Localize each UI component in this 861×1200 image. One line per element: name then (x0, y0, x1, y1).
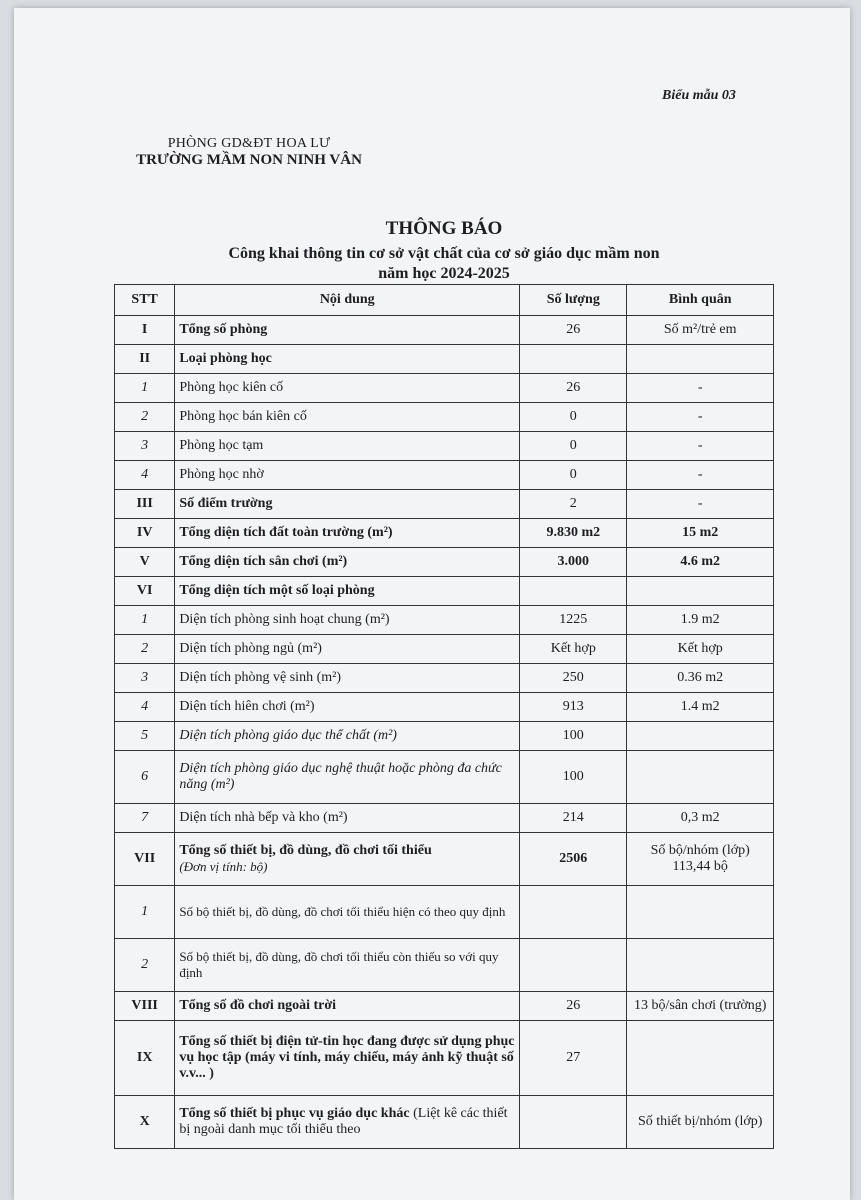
row-content-note: (Đơn vị tính: bộ) (179, 859, 268, 874)
row-content: Phòng học nhờ (175, 461, 520, 490)
row-content: Tổng diện tích sân chơi (m²) (175, 548, 520, 577)
row-quantity: 913 (520, 693, 627, 722)
table-row (115, 461, 774, 490)
row-average: - (627, 461, 774, 490)
row-stt: 2 (115, 635, 175, 664)
row-content: Phòng học tạm (175, 432, 520, 461)
row-stt: 1 (115, 606, 175, 635)
title-block (164, 218, 724, 284)
row-average: 0.36 m2 (627, 664, 774, 693)
row-content: Diện tích phòng giáo dục nghệ thuật hoặc phòng đa chức năng (m²) (175, 751, 520, 804)
row-stt: 3 (115, 432, 175, 461)
row-stt: 3 (115, 664, 175, 693)
row-content: Tổng diện tích một số loại phòng (175, 577, 520, 606)
row-quantity: 0 (520, 461, 627, 490)
row-stt: VI (115, 577, 175, 606)
row-content: Tổng số đồ chơi ngoài trời (175, 992, 520, 1021)
row-stt: 2 (115, 403, 175, 432)
table-row (115, 432, 774, 461)
row-average: Số bộ/nhóm (lớp) (650, 843, 750, 858)
row-content: Loại phòng học (175, 345, 520, 374)
row-stt: 6 (115, 751, 175, 804)
table-row (115, 635, 774, 664)
row-quantity (520, 939, 627, 992)
row-quantity: 26 (520, 992, 627, 1021)
row-content: Tổng số thiết bị điện tử-tin học đang được sử dụng phục vụ học tập (máy vi tính, máy chiếu, máy ảnh kỹ thuật số v.v... ) (175, 1021, 520, 1096)
row-stt: III (115, 490, 175, 519)
row-quantity: 100 (520, 722, 627, 751)
table-row (115, 577, 774, 606)
row-stt: IX (115, 1021, 175, 1096)
row-content: Diện tích nhà bếp và kho (m²) (175, 804, 520, 833)
table-row (115, 693, 774, 722)
row-content: Diện tích phòng sinh hoạt chung (m²) (175, 606, 520, 635)
row-content: Diện tích phòng vệ sinh (m²) (175, 664, 520, 693)
row-average: 1.4 m2 (627, 693, 774, 722)
table-row (115, 606, 774, 635)
row-content: Số bộ thiết bị, đồ dùng, đồ chơi tối thiểu hiện có theo quy định (175, 886, 520, 939)
row-average: 15 m2 (627, 519, 774, 548)
row-average: Số thiết bị/nhóm (lớp) (627, 1096, 774, 1149)
row-stt: 1 (115, 886, 175, 939)
row-quantity: 2 (520, 490, 627, 519)
row-average (627, 939, 774, 992)
row-quantity: 26 (520, 316, 627, 345)
document-title: THÔNG BÁO (385, 218, 503, 239)
table-row (115, 403, 774, 432)
header-content: Nội dung (175, 285, 520, 316)
table-row (115, 1096, 774, 1149)
row-content: Tổng số phòng (175, 316, 520, 345)
row-average-value: 113,44 bộ (672, 859, 728, 874)
table-row (115, 886, 774, 939)
row-average: 0,3 m2 (627, 804, 774, 833)
row-quantity (520, 1096, 627, 1149)
table-header-row (115, 285, 774, 316)
row-quantity: 26 (520, 374, 627, 403)
header-average: Bình quân (627, 285, 774, 316)
table-row (115, 316, 774, 345)
row-stt: IV (115, 519, 175, 548)
row-content: Phòng học bán kiên cố (175, 403, 520, 432)
row-content: Diện tích phòng giáo dục thể chất (m²) (175, 722, 520, 751)
row-stt: 7 (115, 804, 175, 833)
organization-header (109, 136, 389, 169)
row-content: Tổng số thiết bị, đồ dùng, đồ chơi tối thiểu (179, 843, 432, 858)
row-content: Diện tích hiên chơi (m²) (175, 693, 520, 722)
row-quantity (520, 345, 627, 374)
row-quantity: 9.830 m2 (520, 519, 627, 548)
row-average: 13 bộ/sân chơi (trường) (627, 992, 774, 1021)
row-quantity: 214 (520, 804, 627, 833)
table-row (115, 374, 774, 403)
row-stt: V (115, 548, 175, 577)
row-average: - (627, 374, 774, 403)
department-name: PHÒNG GD&ĐT HOA LƯ (167, 136, 331, 151)
row-quantity: 0 (520, 432, 627, 461)
row-stt: VIII (115, 992, 175, 1021)
row-average: Số m²/trẻ em (627, 316, 774, 345)
table-row (115, 1021, 774, 1096)
row-stt: I (115, 316, 175, 345)
row-average: 1.9 m2 (627, 606, 774, 635)
table-row (115, 519, 774, 548)
row-content-cell (175, 1096, 520, 1149)
table-row (115, 833, 774, 886)
row-content: Diện tích phòng ngủ (m²) (175, 635, 520, 664)
table-row (115, 804, 774, 833)
row-quantity: 2506 (520, 833, 627, 886)
header-stt: STT (115, 285, 175, 316)
table-row (115, 345, 774, 374)
row-stt: 4 (115, 693, 175, 722)
row-quantity (520, 886, 627, 939)
header-quantity: Số lượng (520, 285, 627, 316)
row-average (627, 577, 774, 606)
row-content: Tổng số thiết bị phục vụ giáo dục khác (179, 1106, 410, 1121)
row-average: Kết hợp (627, 635, 774, 664)
row-average: - (627, 490, 774, 519)
row-quantity: Kết hợp (520, 635, 627, 664)
school-name: TRƯỜNG MẦM NON NINH VÂN (136, 152, 362, 168)
document-subtitle: Công khai thông tin cơ sở vật chất của cơ sở giáo dục mầm non (228, 245, 660, 262)
row-quantity: 1225 (520, 606, 627, 635)
row-content: Tổng diện tích đất toàn trường (m²) (175, 519, 520, 548)
row-quantity: 100 (520, 751, 627, 804)
row-stt: 4 (115, 461, 175, 490)
document-page (14, 8, 850, 1200)
row-stt: II (115, 345, 175, 374)
table-row (115, 664, 774, 693)
row-content-tail: (Liệt kê các thiết bị ngoài danh mục tối thiểu theo (179, 1106, 508, 1137)
row-content: Phòng học kiên cố (175, 374, 520, 403)
facilities-table (114, 284, 774, 1149)
row-stt: 1 (115, 374, 175, 403)
row-quantity: 0 (520, 403, 627, 432)
row-average (627, 1021, 774, 1096)
row-average (627, 345, 774, 374)
table-row (115, 992, 774, 1021)
school-year: năm học 2024-2025 (378, 265, 510, 282)
row-average: 4.6 m2 (627, 548, 774, 577)
table-row (115, 548, 774, 577)
row-quantity: 27 (520, 1021, 627, 1096)
row-average: - (627, 403, 774, 432)
row-quantity: 250 (520, 664, 627, 693)
row-stt: 5 (115, 722, 175, 751)
row-stt: X (115, 1096, 175, 1149)
table-row (115, 722, 774, 751)
row-average (627, 722, 774, 751)
table-row (115, 490, 774, 519)
row-average: - (627, 432, 774, 461)
table-row (115, 939, 774, 992)
row-stt: 2 (115, 939, 175, 992)
row-quantity (520, 577, 627, 606)
form-code: Biểu mẫu 03 (662, 88, 736, 103)
row-average-cell (627, 833, 774, 886)
row-quantity: 3.000 (520, 548, 627, 577)
table-row (115, 751, 774, 804)
row-content: Số điểm trường (175, 490, 520, 519)
row-average (627, 751, 774, 804)
row-content-cell (175, 833, 520, 886)
row-stt: VII (115, 833, 175, 886)
row-content: Số bộ thiết bị, đồ dùng, đồ chơi tối thiểu còn thiếu so với quy định (175, 939, 520, 992)
row-average (627, 886, 774, 939)
